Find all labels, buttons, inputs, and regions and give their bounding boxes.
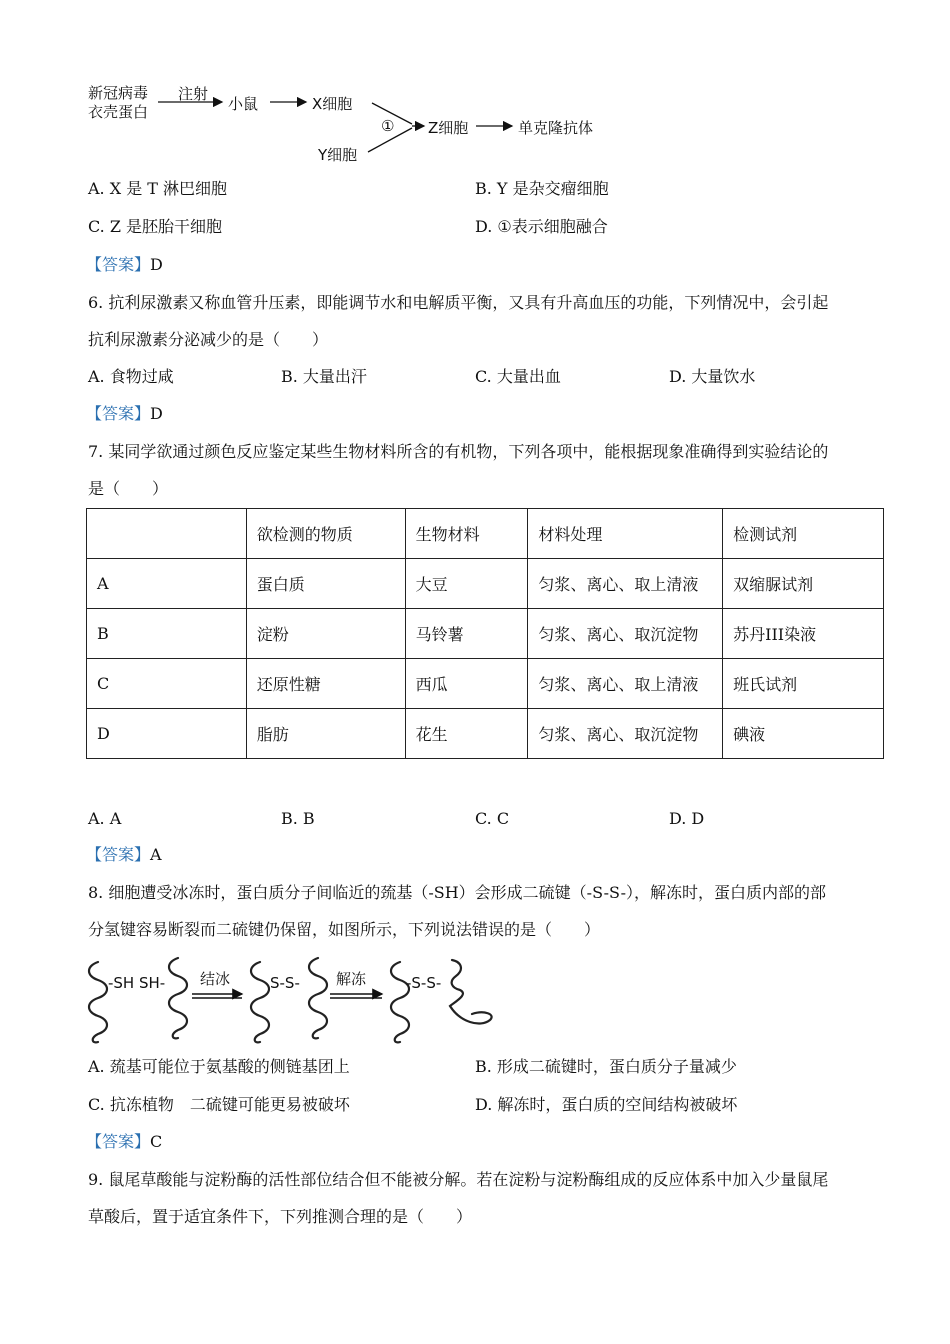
q8-option-c[interactable]: C. 抗冻植物 二硫键可能更易被破坏 xyxy=(88,1095,350,1114)
q5-y-cell: Y细胞 xyxy=(318,146,358,164)
q8-ss1: S-S- xyxy=(270,974,300,992)
q8-option-a[interactable]: A. 巯基可能位于氨基酸的侧链基团上 xyxy=(88,1057,350,1076)
table-header-cell: 生物材料 xyxy=(405,509,528,559)
q8-ss2: -S-S- xyxy=(406,974,442,992)
q5-option-d[interactable]: D. ①表示细胞融合 xyxy=(475,217,608,236)
q5-mouse: 小鼠 xyxy=(228,95,259,113)
q8-protein-chains xyxy=(80,950,510,1050)
q7-stem-line2: 是（ ） xyxy=(88,479,169,498)
table-row xyxy=(87,609,884,659)
table-cell: 匀浆、离心、取沉淀物 xyxy=(528,609,723,659)
q7-answer xyxy=(86,845,162,865)
table-cell: 脂肪 xyxy=(246,709,405,759)
q6-option-b[interactable]: B. 大量出汗 xyxy=(281,367,367,386)
table-cell: 大豆 xyxy=(405,559,528,609)
table-cell: 苏丹III染液 xyxy=(723,609,884,659)
q7-option-b[interactable]: B. B xyxy=(281,809,315,828)
q5-source-line2: 衣壳蛋白 xyxy=(88,103,149,121)
table-cell: C xyxy=(87,659,247,709)
q8-protein-diagram xyxy=(80,950,510,1050)
q8-freeze-label: 结冰 xyxy=(200,970,231,988)
table-cell: 双缩脲试剂 xyxy=(723,559,884,609)
q8-option-d[interactable]: D. 解冻时，蛋白质的空间结构被破坏 xyxy=(475,1095,738,1114)
table-cell: 碘液 xyxy=(723,709,884,759)
q6-option-d[interactable]: D. 大量饮水 xyxy=(669,367,756,386)
answer-tag: 【答案】 xyxy=(86,1132,151,1151)
q6-answer-value: D xyxy=(150,404,163,423)
q8-sh-left: -SH xyxy=(108,974,135,992)
table-cell: 匀浆、离心、取上清液 xyxy=(528,559,723,609)
q8-answer xyxy=(86,1132,162,1152)
q5-x-cell: X细胞 xyxy=(312,95,353,113)
table-cell: 还原性糖 xyxy=(246,659,405,709)
q8-thaw-label: 解冻 xyxy=(336,970,367,988)
q5-option-b[interactable]: B. Y 是杂交瘤细胞 xyxy=(475,179,609,198)
table-header-cell: 欲检测的物质 xyxy=(246,509,405,559)
q8-option-b[interactable]: B. 形成二硫键时，蛋白质分子量减少 xyxy=(475,1057,737,1076)
q9-stem-line2: 草酸后，置于适宜条件下，下列推测合理的是（ ） xyxy=(88,1207,473,1226)
table-cell: 花生 xyxy=(405,709,528,759)
q5-answer xyxy=(86,255,163,275)
q5-answer-value: D xyxy=(150,255,163,274)
q8-answer-value: C xyxy=(150,1132,163,1151)
answer-tag: 【答案】 xyxy=(86,404,151,423)
table-cell: 班氏试剂 xyxy=(723,659,884,709)
q6-option-c[interactable]: C. 大量出血 xyxy=(475,367,561,386)
table-cell: 淀粉 xyxy=(246,609,405,659)
q5-inject-label: 注射 xyxy=(178,85,209,103)
table-cell: 匀浆、离心、取上清液 xyxy=(528,659,723,709)
q8-sh-right: SH- xyxy=(139,974,166,992)
q5-product: 单克隆抗体 xyxy=(518,119,594,137)
q9-stem-line1: 9. 鼠尾草酸能与淀粉酶的活性部位结合但不能被分解。若在淀粉与淀粉酶组成的反应体系中加入少量鼠尾 xyxy=(88,1170,829,1189)
q6-stem-line2: 抗利尿激素分泌减少的是（ ） xyxy=(88,330,329,349)
q6-option-a[interactable]: A. 食物过咸 xyxy=(88,367,174,386)
q5-diagram xyxy=(0,70,700,180)
q5-option-c[interactable]: C. Z 是胚胎干细胞 xyxy=(88,217,223,236)
answer-tag: 【答案】 xyxy=(86,255,151,274)
table-header-cell: 检测试剂 xyxy=(723,509,884,559)
q5-z-cell: Z细胞 xyxy=(428,119,469,137)
table-cell: 匀浆、离心、取沉淀物 xyxy=(528,709,723,759)
table-header-cell xyxy=(87,509,247,559)
q7-option-c[interactable]: C. C xyxy=(475,809,510,828)
table-cell: A xyxy=(87,559,247,609)
table-row xyxy=(87,709,884,759)
q6-stem-line1: 6. 抗利尿激素又称血管升压素，即能调节水和电解质平衡，又具有升高血压的功能，下列情况中，会引起 xyxy=(88,293,829,312)
q5-option-a[interactable]: A. X 是 T 淋巴细胞 xyxy=(88,179,228,198)
q7-answer-value: A xyxy=(150,845,162,864)
table-cell: 西瓜 xyxy=(405,659,528,709)
table-header-row xyxy=(87,509,884,559)
q7-stem-line1: 7. 某同学欲通过颜色反应鉴定某些生物材料所含的有机物，下列各项中，能根据现象准确得到实验结论的 xyxy=(88,442,829,461)
table-cell: 马铃薯 xyxy=(405,609,528,659)
q5-source-line1: 新冠病毒 xyxy=(88,84,149,102)
answer-tag: 【答案】 xyxy=(86,845,151,864)
q5-step-mark: ① xyxy=(381,117,395,135)
q6-answer xyxy=(86,404,163,424)
q7-option-d[interactable]: D. D xyxy=(669,809,705,828)
table-header-cell: 材料处理 xyxy=(528,509,723,559)
q8-stem-line2: 分氢键容易断裂而二硫键仍保留，如图所示，下列说法错误的是（ ） xyxy=(88,920,601,939)
table-row xyxy=(87,659,884,709)
table-cell: D xyxy=(87,709,247,759)
q7-option-a[interactable]: A. A xyxy=(88,809,122,828)
q7-table xyxy=(86,508,884,759)
q8-stem-line1: 8. 细胞遭受冰冻时，蛋白质分子间临近的巯基（-SH）会形成二硫键（-S-S-），解冻时，蛋白质内部的部 xyxy=(88,883,826,902)
table-row xyxy=(87,559,884,609)
table-cell: 蛋白质 xyxy=(246,559,405,609)
table-cell: B xyxy=(87,609,247,659)
